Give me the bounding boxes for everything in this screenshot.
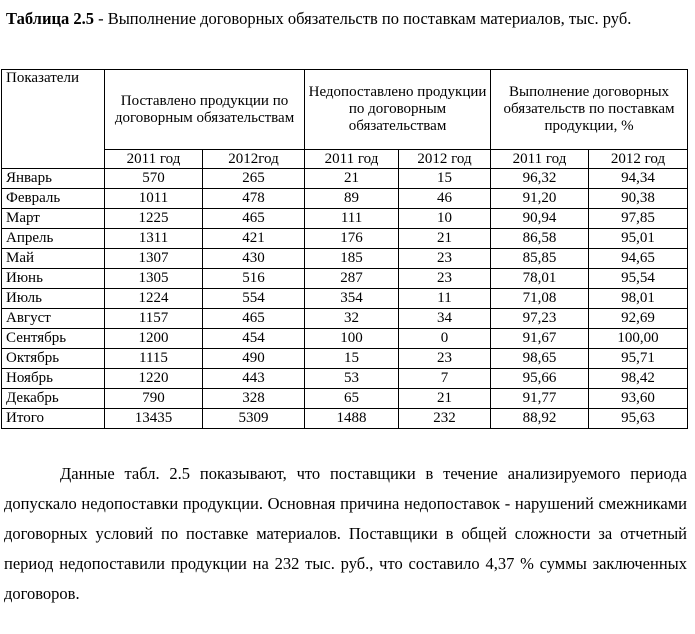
- table-cell: 21: [399, 389, 491, 409]
- table-cell: 95,71: [589, 349, 688, 369]
- table-cell: 443: [203, 369, 305, 389]
- table-row: [2, 269, 688, 289]
- table-cell: 98,01: [589, 289, 688, 309]
- table-cell: 554: [203, 289, 305, 309]
- row-label: Февраль: [2, 189, 105, 209]
- table-cell: 90,94: [491, 209, 589, 229]
- table-cell: 11: [399, 289, 491, 309]
- table-cell: 465: [203, 209, 305, 229]
- table-cell: 15: [305, 349, 399, 369]
- row-label: Итого: [2, 409, 105, 429]
- table-cell: 90,38: [589, 189, 688, 209]
- row-label: Январь: [2, 169, 105, 189]
- table-cell: 7: [399, 369, 491, 389]
- table-cell: 0: [399, 329, 491, 349]
- table-cell: 516: [203, 269, 305, 289]
- table-cell: 1220: [105, 369, 203, 389]
- table-cell: 88,92: [491, 409, 589, 429]
- table-cell: 1311: [105, 229, 203, 249]
- table-cell: 93,60: [589, 389, 688, 409]
- deliveries-table: [1, 69, 688, 429]
- table-cell: 34: [399, 309, 491, 329]
- table-cell: 465: [203, 309, 305, 329]
- row-label: Ноябрь: [2, 369, 105, 389]
- table-cell: 23: [399, 349, 491, 369]
- table-cell: 1307: [105, 249, 203, 269]
- table-cell: 91,77: [491, 389, 589, 409]
- header-delivered: Поставлено продукции по договорным обязательствам: [105, 70, 305, 150]
- table-cell: 354: [305, 289, 399, 309]
- table-row: [2, 369, 688, 389]
- table-row: [2, 309, 688, 329]
- year-header: 2012год: [203, 150, 305, 169]
- table-cell: 1157: [105, 309, 203, 329]
- year-header: 2011 год: [105, 150, 203, 169]
- table-cell: 232: [399, 409, 491, 429]
- table-cell: 71,08: [491, 289, 589, 309]
- table-cell: 97,85: [589, 209, 688, 229]
- analysis-paragraph: Данные табл. 2.5 показывают, что поставщики в течение анализируемого периода допускало недопоставки продукции. Основная причина недопоставок - нарушений смежниками договорных условий по поставке материалов. Поставщики в общей сложности за отчетный период недопоставили продукции на 232 тыс. руб., что составило 4,37 % суммы заключенных договоров.: [4, 464, 687, 603]
- table-row: [2, 349, 688, 369]
- header-undelivered: Недопоставлено продукции по договорным обязательствам: [305, 70, 491, 150]
- table-row: [2, 169, 688, 189]
- table-cell: 98,42: [589, 369, 688, 389]
- table-cell: 95,63: [589, 409, 688, 429]
- table-cell: 91,67: [491, 329, 589, 349]
- table-cell: 454: [203, 329, 305, 349]
- table-cell: 92,69: [589, 309, 688, 329]
- table-cell: 89: [305, 189, 399, 209]
- table-cell: 490: [203, 349, 305, 369]
- table-row: [2, 189, 688, 209]
- row-label: Июль: [2, 289, 105, 309]
- table-row: [2, 409, 688, 429]
- year-header: 2011 год: [491, 150, 589, 169]
- table-cell: 1488: [305, 409, 399, 429]
- header-fulfillment: Выполнение договорных обязательств по поставкам продукции, %: [491, 70, 688, 150]
- table-cell: 328: [203, 389, 305, 409]
- table-cell: 95,01: [589, 229, 688, 249]
- table-cell: 65: [305, 389, 399, 409]
- table-cell: 570: [105, 169, 203, 189]
- table-cell: 1115: [105, 349, 203, 369]
- year-header-row: [2, 150, 688, 169]
- table-row: [2, 389, 688, 409]
- row-label: Май: [2, 249, 105, 269]
- table-cell: 78,01: [491, 269, 589, 289]
- table-cell: 21: [305, 169, 399, 189]
- table-caption-label: Таблица 2.5: [6, 9, 94, 28]
- table-cell: 111: [305, 209, 399, 229]
- table-cell: 86,58: [491, 229, 589, 249]
- row-label: Август: [2, 309, 105, 329]
- table-row: [2, 249, 688, 269]
- table-cell: 430: [203, 249, 305, 269]
- table-cell: 1224: [105, 289, 203, 309]
- table-cell: 478: [203, 189, 305, 209]
- table-cell: 21: [399, 229, 491, 249]
- table-cell: 100: [305, 329, 399, 349]
- table-cell: 100,00: [589, 329, 688, 349]
- table-cell: 94,34: [589, 169, 688, 189]
- table-cell: 15: [399, 169, 491, 189]
- table-cell: 265: [203, 169, 305, 189]
- table-cell: 95,54: [589, 269, 688, 289]
- table-cell: 1305: [105, 269, 203, 289]
- table-row: [2, 329, 688, 349]
- row-label: Декабрь: [2, 389, 105, 409]
- table-cell: 1225: [105, 209, 203, 229]
- table-cell: 95,66: [491, 369, 589, 389]
- table-cell: 98,65: [491, 349, 589, 369]
- table-cell: 287: [305, 269, 399, 289]
- year-header: 2012 год: [589, 150, 688, 169]
- table-cell: 32: [305, 309, 399, 329]
- table-cell: 185: [305, 249, 399, 269]
- table-row: [2, 209, 688, 229]
- table-cell: 94,65: [589, 249, 688, 269]
- year-header: 2012 год: [399, 150, 491, 169]
- table-cell: 13435: [105, 409, 203, 429]
- row-label: Март: [2, 209, 105, 229]
- table-cell: 46: [399, 189, 491, 209]
- year-header: 2011 год: [305, 150, 399, 169]
- table-caption: [6, 4, 688, 34]
- table-cell: 790: [105, 389, 203, 409]
- row-label: Апрель: [2, 229, 105, 249]
- table-cell: 91,20: [491, 189, 589, 209]
- table-cell: 176: [305, 229, 399, 249]
- table-caption-text: - Выполнение договорных обязательств по поставкам материалов, тыс. руб.: [93, 9, 632, 28]
- table-cell: 1200: [105, 329, 203, 349]
- row-label: Сентябрь: [2, 329, 105, 349]
- row-label: Октябрь: [2, 349, 105, 369]
- header-indicators: Показатели: [2, 70, 105, 169]
- table-cell: 23: [399, 249, 491, 269]
- table-cell: 53: [305, 369, 399, 389]
- table-cell: 96,32: [491, 169, 589, 189]
- table-row: [2, 229, 688, 249]
- table-cell: 23: [399, 269, 491, 289]
- table-cell: 85,85: [491, 249, 589, 269]
- table-row: [2, 289, 688, 309]
- table-cell: 97,23: [491, 309, 589, 329]
- table-cell: 5309: [203, 409, 305, 429]
- row-label: Июнь: [2, 269, 105, 289]
- table-cell: 1011: [105, 189, 203, 209]
- header-row: [2, 70, 688, 150]
- table-cell: 10: [399, 209, 491, 229]
- table-cell: 421: [203, 229, 305, 249]
